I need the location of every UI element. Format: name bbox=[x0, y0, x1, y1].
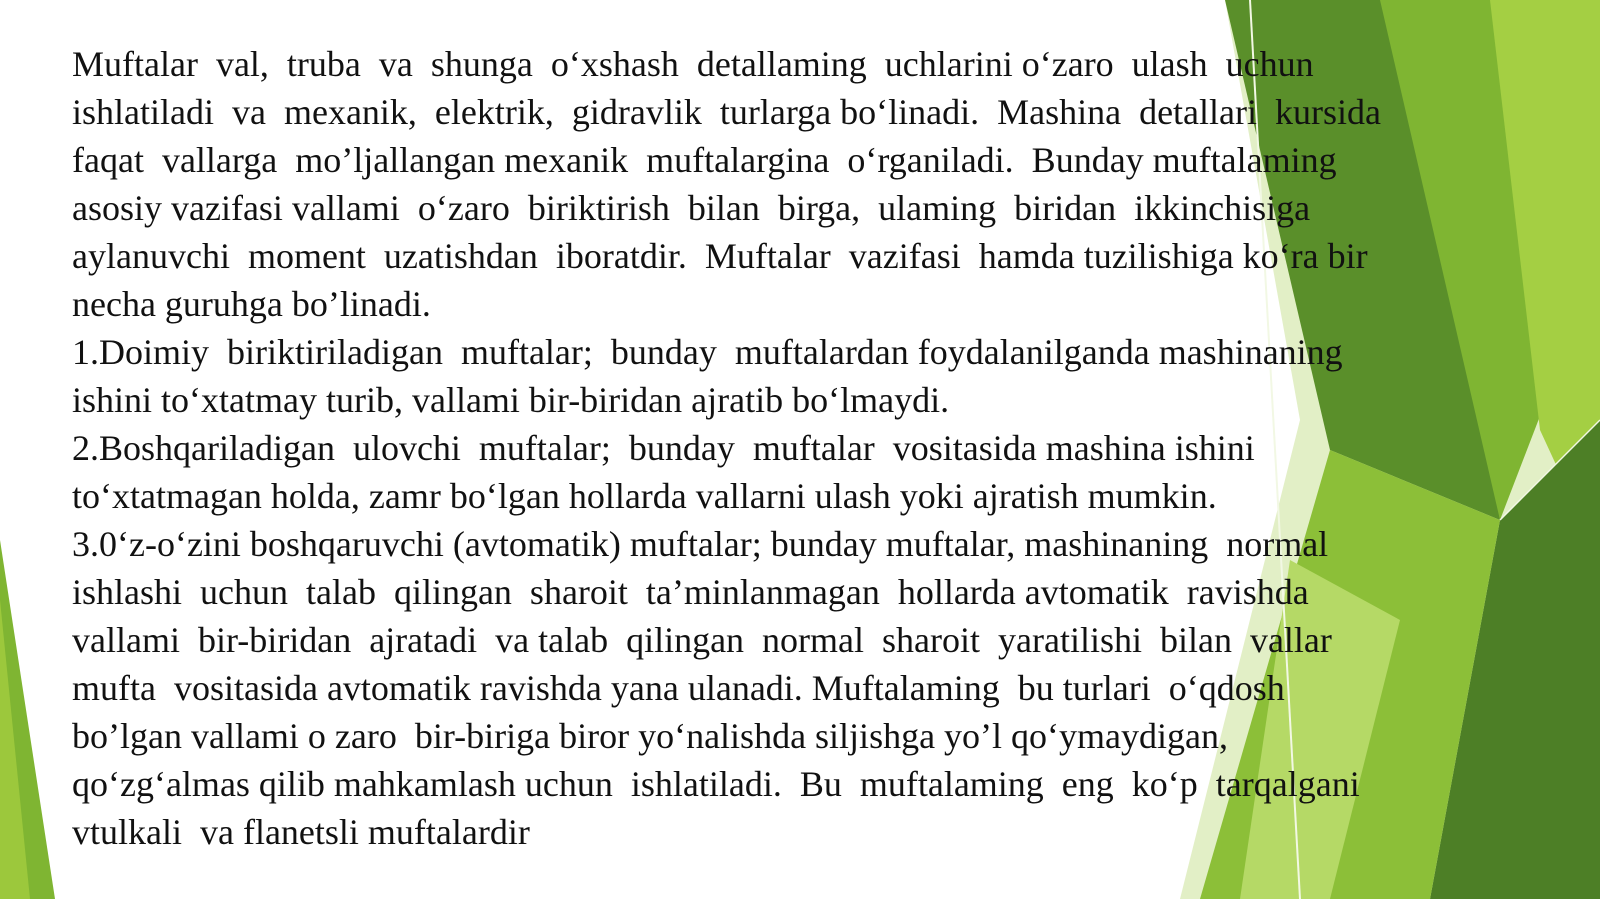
text-line: 1.Doimiy biriktiriladigan muftalar; bunday muftalardan foydalanilganda mashinaning bbox=[72, 332, 1343, 372]
text-line: aylanuvchi moment uzatishdan iboratdir. Muftalar vazifasi hamda tuzilishiga ko‘ra bir bbox=[72, 236, 1368, 276]
text-line: asosiy vazifasi vallami o‘zaro biriktirish bilan birga, ulaming biridan ikkinchisiga bbox=[72, 188, 1311, 228]
text-line: mufta vositasida avtomatik ravishda yana ulanadi. Muftalaming bu turlari o‘qdosh bbox=[72, 668, 1285, 708]
text-line: qo‘zg‘almas qilib mahkamlash uchun ishlatiladi. Bu muftalaming eng ko‘p tarqalgani bbox=[72, 764, 1360, 804]
text-line: vtulkali va flanetsli muftalardir bbox=[72, 812, 530, 852]
text-line: ishini to‘xtatmay turib, vallami bir-biridan ajratib bo‘lmaydi. bbox=[72, 380, 950, 420]
text-line: ishlatiladi va mexanik, elektrik, gidravlik turlarga bo‘linadi. Mashina detallari kursida bbox=[72, 92, 1381, 132]
text-line: 2.Boshqariladigan ulovchi muftalar; bunday muftalar vositasida mashina ishini bbox=[72, 428, 1255, 468]
text-line: 3.0‘z-o‘zini boshqaruvchi (avtomatik) muftalar; bunday muftalar, mashinaning normal bbox=[72, 524, 1329, 564]
text-line: Muftalar val, truba va shunga o‘xshash detallaming uchlarini o‘zaro ulash uchun bbox=[72, 44, 1314, 84]
text-line: necha guruhga bo’linadi. bbox=[72, 284, 431, 324]
text-line: ishlashi uchun talab qilingan sharoit ta’minlanmagan hollarda avtomatik ravishda bbox=[72, 572, 1309, 612]
text-line: bo’lgan vallami o zaro bir-biriga biror yo‘nalishda siljishga yo’l qo‘ymaydigan, bbox=[72, 716, 1228, 756]
body-text bbox=[72, 40, 1532, 856]
text-line: vallami bir-biridan ajratadi va talab qilingan normal sharoit yaratilishi bilan vallar bbox=[72, 620, 1332, 660]
text-line: to‘xtatmagan holda, zamr bo‘lgan hollarda vallarni ulash yoki ajratish mumkin. bbox=[72, 476, 1217, 516]
text-line: faqat vallarga mo’ljallangan mexanik muftalargina o‘rganiladi. Bunday muftalaming bbox=[72, 140, 1337, 180]
